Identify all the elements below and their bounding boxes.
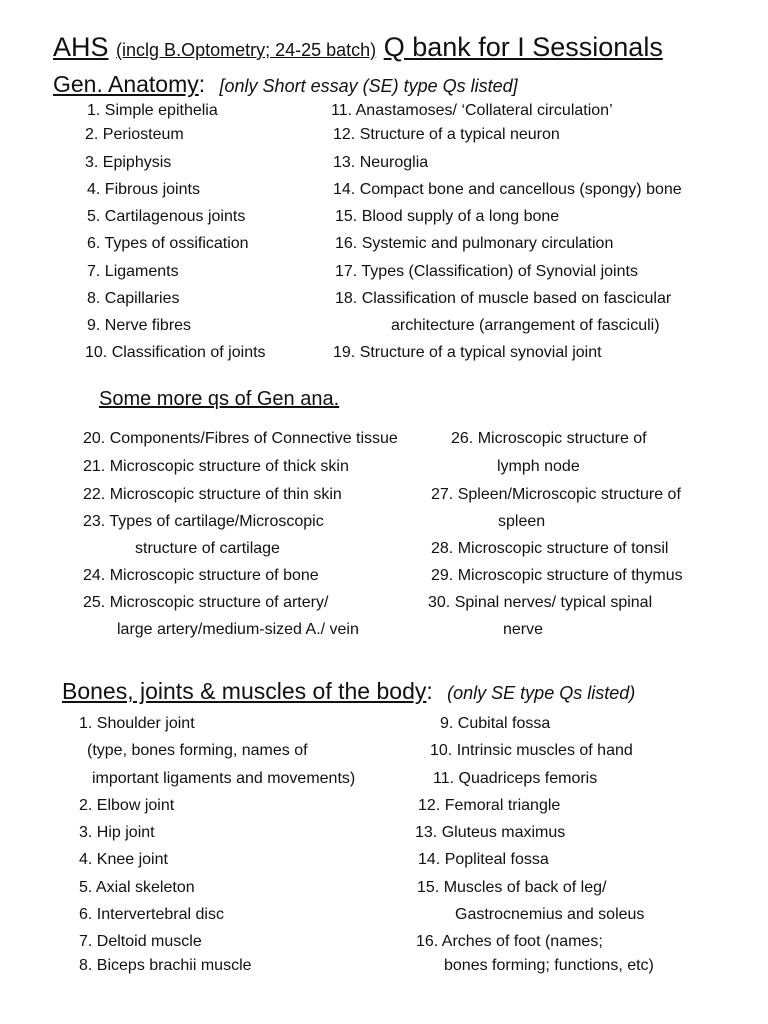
list-item: 3. Hip joint — [79, 824, 155, 841]
list-item: 18. Classification of muscle based on fascicular — [335, 290, 672, 307]
gen-anatomy-note: [only Short essay (SE) type Qs listed] — [219, 76, 518, 96]
list-item: 5. Axial skeleton — [79, 879, 195, 896]
list-item: 9. Cubital fossa — [440, 715, 551, 732]
list-item: 21. Microscopic structure of thick skin — [83, 458, 349, 475]
list-item-continuation: large artery/medium-sized A./ vein — [117, 621, 359, 638]
list-item: 9. Nerve fibres — [87, 317, 192, 334]
list-item-continuation: Gastrocnemius and soleus — [455, 906, 645, 923]
bones-heading — [62, 677, 635, 707]
list-item-continuation: lymph node — [497, 458, 580, 475]
list-item: 10. Intrinsic muscles of hand — [430, 742, 633, 759]
list-item: 27. Spleen/Microscopic structure of — [431, 486, 681, 503]
list-item: 29. Microscopic structure of thymus — [431, 567, 683, 584]
list-item: 26. Microscopic structure of — [451, 430, 647, 447]
bones-note: (only SE type Qs listed) — [447, 683, 636, 703]
list-item: 16. Systemic and pulmonary circulation — [335, 235, 614, 252]
list-item: 10. Classification of joints — [85, 344, 266, 361]
list-item-continuation: structure of cartilage — [135, 540, 280, 557]
list-item: 16. Arches of foot (names; — [416, 933, 603, 950]
list-item: 12. Structure of a typical neuron — [333, 126, 560, 143]
list-item: 15. Muscles of back of leg/ — [417, 879, 607, 896]
list-item: 15. Blood supply of a long bone — [335, 208, 560, 225]
list-item-continuation: (type, bones forming, names of — [87, 742, 308, 759]
list-item: 8. Capillaries — [87, 290, 180, 307]
more-gen-ana-heading: Some more qs of Gen ana. — [99, 388, 340, 410]
list-item: 2. Periosteum — [85, 126, 184, 143]
title-batch: (inclg B.Optometry; 24-25 batch) — [116, 40, 377, 60]
gen-anatomy-heading-text: Gen. Anatomy — [53, 71, 199, 97]
list-item: 14. Compact bone and cancellous (spongy) bone — [333, 181, 682, 198]
list-item: 8. Biceps brachii muscle — [79, 957, 252, 974]
list-item-continuation: nerve — [503, 621, 544, 638]
list-item-continuation: bones forming; functions, etc) — [444, 957, 654, 974]
list-item: 2. Elbow joint — [79, 797, 175, 814]
list-item: 13. Gluteus maximus — [415, 824, 566, 841]
list-item: 14. Popliteal fossa — [418, 851, 549, 868]
list-item: 3. Epiphysis — [85, 154, 172, 171]
title-qbank: Q bank for I Sessionals — [383, 32, 663, 62]
bones-colon: : — [426, 678, 433, 704]
list-item: 5. Cartilagenous joints — [87, 208, 246, 225]
page-title — [53, 30, 663, 67]
list-item: 6. Intervertebral disc — [79, 906, 224, 923]
list-item: 1. Shoulder joint — [79, 715, 195, 732]
title-ahs: AHS — [53, 32, 109, 62]
list-item: 6. Types of ossification — [87, 235, 249, 252]
list-item: 28. Microscopic structure of tonsil — [431, 540, 669, 557]
list-item: 20. Components/Fibres of Connective tissue — [83, 430, 398, 447]
list-item: 11. Quadriceps femoris — [433, 770, 598, 787]
gen-anatomy-heading — [53, 70, 518, 100]
list-item: 7. Deltoid muscle — [79, 933, 202, 950]
list-item: 12. Femoral triangle — [418, 797, 561, 814]
list-item: 22. Microscopic structure of thin skin — [83, 486, 342, 503]
list-item: 4. Fibrous joints — [87, 181, 200, 198]
list-item: 30. Spinal nerves/ typical spinal — [428, 594, 653, 611]
list-item: 23. Types of cartilage/Microscopic — [83, 513, 324, 530]
list-item-continuation: spleen — [498, 513, 546, 530]
list-item: 19. Structure of a typical synovial joint — [333, 344, 602, 361]
list-item: 4. Knee joint — [79, 851, 168, 868]
list-item: 24. Microscopic structure of bone — [83, 567, 319, 584]
list-item: 1. Simple epithelia — [87, 102, 218, 119]
gen-anatomy-colon: : — [198, 71, 206, 97]
list-item-continuation: important ligaments and movements) — [92, 770, 356, 787]
bones-heading-text: Bones, joints & muscles of the body — [62, 678, 427, 704]
list-item: 25. Microscopic structure of artery/ — [83, 594, 329, 611]
list-item-continuation: architecture (arrangement of fasciculi) — [391, 317, 660, 334]
list-item: 17. Types (Classification) of Synovial joints — [335, 263, 638, 280]
list-item: 7. Ligaments — [87, 263, 179, 280]
list-item: 11. Anastamoses/ ‘Collateral circulation’ — [331, 102, 613, 119]
list-item: 13. Neuroglia — [333, 154, 429, 171]
